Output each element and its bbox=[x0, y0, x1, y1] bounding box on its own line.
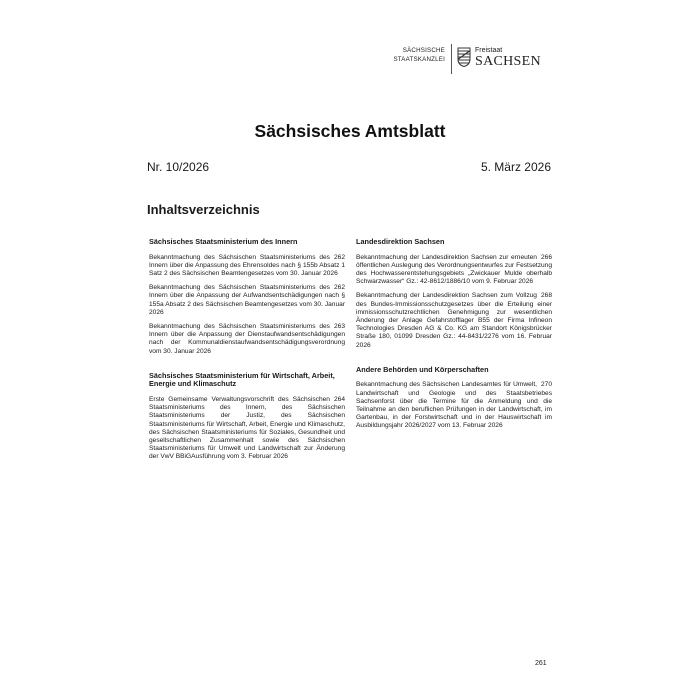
freistaat-sachsen-logo bbox=[387, 44, 553, 76]
logo-left-line2: STAATSKANZLEI bbox=[393, 56, 445, 63]
toc-entry-text: Erste Gemeinsame Verwaltungsvorschrift des Sächsischen Staatsministeriums des Innern, des Sächsischen Staatsministeriums der Justiz, des Sächsischen Staatsministeriums für Wirtschaft, Arbeit, Energie und Klimaschutz, des Sächsischen Staatsministeriums für Soziales, Gesundheit und gesellschaftlichen Zusammenhalt sowie des Sächsischen Staatsministeriums für Umwelt und Landwirtschaft zur Änderung der VwV BBiGAusführung vom 3. Februar 2026 bbox=[149, 396, 345, 461]
toc-section-heading: Sächsisches Staatsministerium für Wirtschaft, Arbeit, Energie und Klimaschutz bbox=[149, 370, 335, 389]
toc-entry[interactable] bbox=[356, 292, 552, 349]
toc-entry-page: 263 bbox=[333, 323, 345, 331]
toc-entry[interactable] bbox=[356, 381, 552, 430]
toc-entry[interactable] bbox=[149, 396, 345, 462]
toc-right-column bbox=[356, 238, 552, 437]
toc-entry[interactable] bbox=[149, 323, 345, 356]
toc-section-heading: Andere Behörden und Körperschaften bbox=[356, 364, 489, 374]
issue-date: 5. März 2026 bbox=[480, 160, 551, 174]
toc-left-column bbox=[149, 238, 345, 468]
toc-entry[interactable] bbox=[149, 254, 345, 279]
logo-left-line1: SÄCHSISCHE bbox=[402, 47, 445, 54]
toc-entry-page: 270 bbox=[540, 381, 552, 389]
toc-section-heading: Sächsisches Staatsministerium des Innern bbox=[149, 237, 298, 246]
toc-entry-page: 262 bbox=[333, 253, 345, 261]
toc-entry-page: 268 bbox=[540, 292, 552, 300]
toc-heading: Inhaltsverzeichnis bbox=[147, 202, 260, 217]
logo-divider bbox=[451, 44, 452, 74]
saxony-crest-icon bbox=[457, 47, 471, 67]
toc-entry-text: Bekanntmachung des Sächsischen Staatsministeriums des Innern über die Anpassung der Dienstaufwandsentschädigungen nach der Kommunaldienstaufwandsentschädigungsverordnung vom 30. Januar 2026 bbox=[149, 323, 345, 355]
document-title: Sächsisches Amtsblatt bbox=[254, 121, 446, 141]
toc-entry-text: Bekanntmachung des Sächsischen Landesamtes für Umwelt, Landwirtschaft und Geologie und des Staatsbetriebes Sachsenforst über die Termine für die Anmeldung und die Teilnahme an den beruflichen Prüfungen in der Landwirtschaft, im Gartenbau, in der Forstwirtschaft und in der Hauswirtschaft im Ausbildungsjahr 2026/2027 vom 13. Februar 2026 bbox=[356, 381, 552, 430]
toc-entry-text: Bekanntmachung der Landesdirektion Sachsen zum Vollzug des Bundes-Immissionsschutzgesetzes über die Erteilung einer immissionsschutzrechtlichen Genehmigung zur wesentlichen Änderung der Anlage Gefahrstofflager B55 der Firma Infineon Technologies Dresden AG & Co. KG am Standort Königsbrücker Straße 180, 01099 Dresden Gz.: 44-8431/2276 vom 16. Februar 2026 bbox=[356, 292, 552, 349]
toc-entry-text: Bekanntmachung des Sächsischen Staatsministeriums des Innern über die Anpassung des Ehrensoldes nach § 155b Absatz 1 Satz 2 des Sächsischen Beamtengesetzes vom 30. Januar 2026 bbox=[149, 253, 345, 277]
logo-freistaat-text: Freistaat bbox=[475, 47, 503, 54]
page-number: 261 bbox=[535, 660, 547, 667]
toc-entry[interactable] bbox=[149, 284, 345, 317]
toc-entry-text: Bekanntmachung des Sächsischen Staatsministeriums des Innern über die Anpassung der Aufwandsentschädigungen nach § 155a Absatz 2 des Sächsischen Beamtengesetzes vom 30. Januar 2026 bbox=[149, 284, 345, 316]
staatskanzlei-wordmark bbox=[387, 46, 445, 64]
toc-entry-page: 262 bbox=[333, 284, 345, 292]
toc-entry-page: 266 bbox=[540, 253, 552, 261]
toc-entry-text: Bekanntmachung der Landesdirektion Sachsen zur erneuten öffentlichen Auslegung des Verordnungsentwurfes zur Festsetzung des Hochwasserentstehungsgebiets „Zwickauer Mulde oberhalb Schwarzwasser“ Gz.: 42-8612/1886/10 vom 9. Februar 2026 bbox=[356, 253, 552, 286]
toc-entry-page: 264 bbox=[333, 396, 345, 404]
toc-entry[interactable] bbox=[356, 254, 552, 287]
toc-section-heading: Landesdirektion Sachsen bbox=[356, 237, 445, 246]
issue-number: Nr. 10/2026 bbox=[147, 160, 210, 174]
logo-sachsen-text: SACHSEN bbox=[475, 54, 541, 69]
